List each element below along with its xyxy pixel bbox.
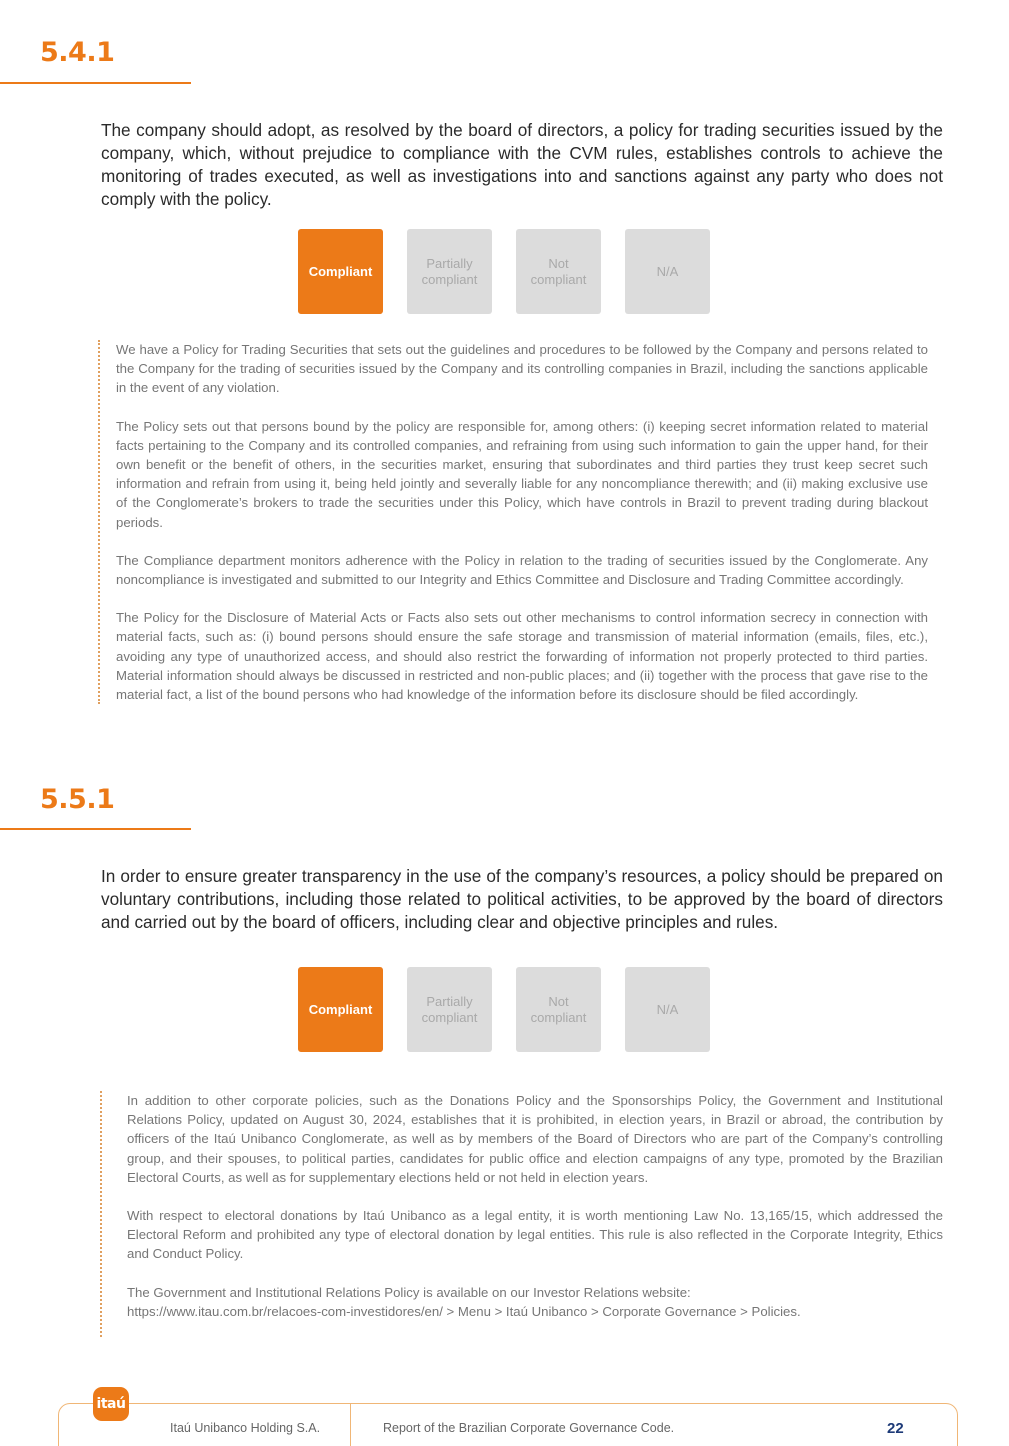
section-lead: In order to ensure greater transparency in the use of the company’s resources, a policy should be prepared on voluntary contributions, including those related to political activities, to be approved by the board of directors and carried out by the board of officers, including clear and objective principles and rules. [101,866,943,932]
status-not-compliant: Not compliant [516,967,601,1052]
section-lead: The company should adopt, as resolved by the board of directors, a policy for trading securities issued by the company, which, without prejudice to compliance with the CVM rules, establishes controls to achieve the monitoring of trades executed, as well as investigations into and sanctions against any party who does not comply with the policy. [101,120,943,209]
status-partially-compliant: Partially compliant [407,967,492,1052]
section-explanation [100,1091,943,1337]
status-na: N/A [625,229,710,314]
paragraph: In addition to other corporate policies, such as the Donations Policy and the Sponsorships Policy, the Government and Institutional Relations Policy, updated on August 30, 2024, establishes that it is prohibited, in election years, in Brazil or abroad, the contribution by officers of the Itaú Unibanco Conglomerate, as well as by members of the Board of Directors who are part of the Company’s controlling group, and their spouses, to political parties, candidates for public office and election campaigns of any type, promoted by the Brazilian Electoral Courts, as well as for supplementary elections held or not held in election years. [127,1093,943,1185]
footer-divider [350,1404,351,1446]
page-number: 22 [887,1420,904,1437]
footer-report-title: Report of the Brazilian Corporate Governance Code. [383,1421,675,1435]
compliance-status-row [298,967,710,1052]
paragraph: The Government and Institutional Relations Policy is available on our Investor Relations website: [127,1284,691,1300]
section-number: 5.5.1 [40,784,115,815]
compliance-status-row [298,229,710,314]
footer-company: Itaú Unibanco Holding S.A. [170,1421,321,1435]
paragraph: We have a Policy for Trading Securities that sets out the guidelines and procedures to be followed by the Company and persons related to the Company for the trading of securities issued by the Company and its controlling companies in Brazil, including the sanctions applicable in the event of any violation. [116,342,928,396]
paragraph: With respect to electoral donations by Itaú Unibanco as a legal entity, it is worth mentioning Law No. 13,165/15, which addressed the Electoral Reform and prohibited any type of electoral donation by legal entities. This rule is also reflected in the Corporate Integrity, Ethics and Conduct Policy. [127,1208,943,1262]
paragraph: The Compliance department monitors adherence with the Policy in relation to the trading of securities issued by the Conglomerate. Any noncompliance is investigated and submitted to our Integrity and Ethics Committee and Disclosure and Trading Committee accordingly. [116,552,928,588]
section-rule [0,828,191,830]
status-compliant: Compliant [298,229,383,314]
policies-link[interactable]: https://www.itau.com.br/relacoes-com-investidores/en/ > Menu > Itaú Unibanco > Corporate Governance > Policies. [127,1303,801,1319]
status-partially-compliant: Partially compliant [407,229,492,314]
section-rule [0,82,191,84]
page-footer [58,1403,958,1446]
itau-logo-icon: itaú [93,1387,129,1421]
section-number: 5.4.1 [40,37,115,68]
status-not-compliant: Not compliant [516,229,601,314]
paragraph: The Policy for the Disclosure of Material Acts or Facts also sets out other mechanisms to control information secrecy in connection with material facts, such as: (i) bound persons should ensure the safe storage and transmission of material information (emails, files, etc.), avoiding any type of unauthorized access, and should also restrict the forwarding of information not properly protected to third parties. Material information should always be discussed in restricted and non-public places; and (ii) together with the process that gave rise to the material fact, a list of the bound persons who had knowledge of the information before its disclosure should be filed accordingly. [116,610,928,703]
status-compliant: Compliant [298,967,383,1052]
section-explanation [98,340,928,704]
paragraph: The Policy sets out that persons bound by the policy are responsible for, among others: (i) keeping secret information related to material facts pertaining to the Company and its controlled companies, and refraining from using such information to gain the upper hand, for their own benefit or the benefit of others, in the securities market, ensuring that subordinates and third parties they trust keep secret such information and refrain from using it, being held jointly and severally liable for any noncompliance therewith; and (ii) making exclusive use of the Conglomerate’s brokers to trade the securities under this Policy, which have controls in Brazil to prevent trading during blackout periods. [116,418,928,530]
status-na: N/A [625,967,710,1052]
